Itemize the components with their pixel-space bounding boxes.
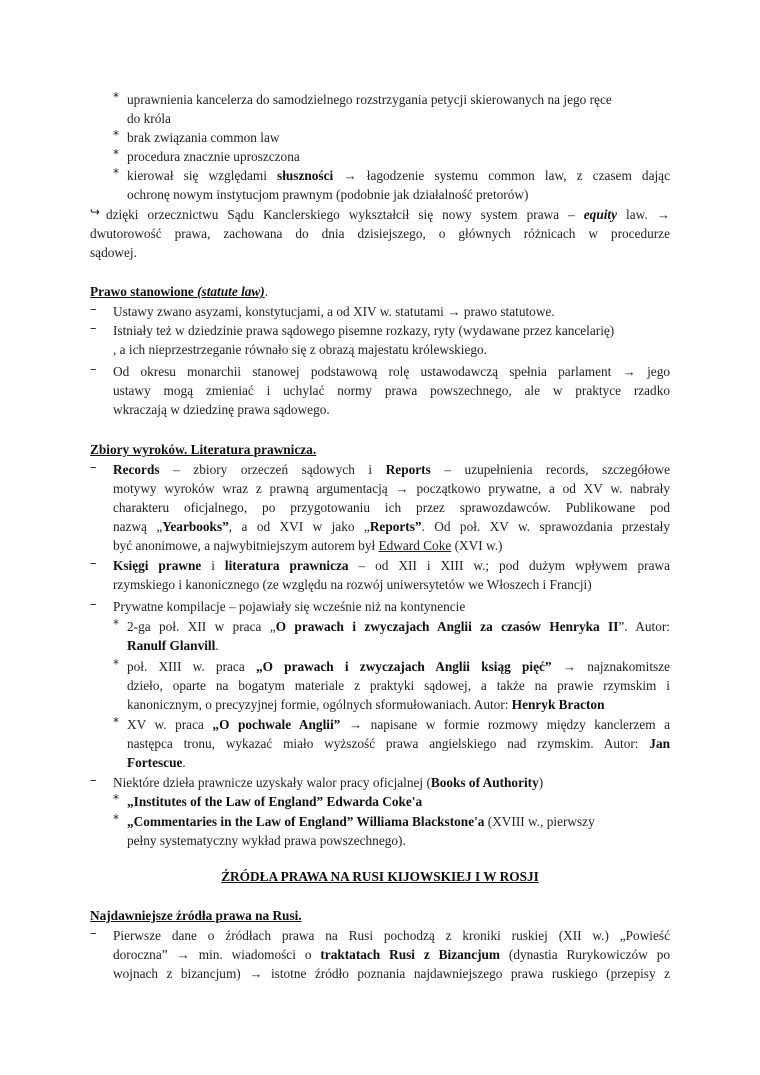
- text-line: wkraczają w dziedzinę prawa sądowego.: [113, 402, 330, 417]
- text-line: następca tronu, wykazać miało wyższość prawa angielskiego nad rzymskim. Autor: Jan: [127, 736, 670, 751]
- text-line: pełny systematyczny wykład prawa powszechnego).: [127, 833, 406, 848]
- text-line: Pierwsze dane o źródłach prawa na Rusi pochodzą z kroniki ruskiej (XII w.) „Powieść: [113, 928, 670, 943]
- text-line: charakteru oficjalnego, po przygotowaniu ich przez sprawozdawców. Publikowane pod: [113, 500, 670, 515]
- arrow-hook-icon: ↪: [90, 205, 101, 219]
- star-bullet-icon: *: [113, 90, 119, 104]
- text-line: ochronę nowym instytucjom prawnym (podobnie jak działalność pretorów): [127, 187, 529, 202]
- text-line: do króla: [127, 111, 171, 126]
- dash-bullet-icon: –: [90, 321, 97, 336]
- text-line: wojnach z bizancjum) → istotne źródło poznania najdawniejszego prawa ruskiego (przepisy z: [113, 966, 670, 981]
- text-line: Istniały też w dziedzinie prawa sądowego pisemne rozkazy, ryty (wydawane przez kancelarię): [113, 323, 615, 338]
- text-line: być anonimowe, a najwybitniejszym autorem był Edward Coke (XVI w.): [113, 538, 503, 553]
- text-line: „Institutes of the Law of England” Edwarda Coke'a: [127, 794, 423, 809]
- text-line: Niektóre dzieła prawnicze uzyskały walor pracy oficjalnej (Books of Authority): [113, 775, 544, 790]
- text-line: 2-ga poł. XII w praca „O prawach i zwyczajach Anglii za czasów Henryka II”. Autor:: [127, 619, 670, 634]
- text-line: poł. XIII w. praca „O prawach i zwyczajach Anglii ksiąg pięć” → najznakomitsze: [127, 659, 671, 674]
- text-line: brak związania common law: [127, 130, 280, 145]
- text-line: Ustawy zwano asyzami, konstytucjami, a od XIV w. statutami → prawo statutowe.: [113, 304, 555, 319]
- text-line: dzieło, oparte na bogatym materiale z praktyki sądowej, a także na prawie rzymskim i: [127, 678, 670, 693]
- text-line: procedura znacznie uproszczona: [127, 149, 300, 164]
- text-line: motywy wyroków wraz z prawną argumentacją → początkowo prywatne, a od XV w. nabrały: [113, 481, 670, 496]
- star-bullet-icon: *: [113, 792, 119, 806]
- star-bullet-icon: *: [113, 128, 119, 142]
- text-line: ustawy mogą zmieniać i uchylać normy prawa powszechnego, ale w praktyce rzadko: [113, 383, 670, 398]
- text-line: uprawnienia kancelerza do samodzielnego rozstrzygania petycji skierowanych na jego ręce: [127, 92, 612, 107]
- dash-bullet-icon: –: [90, 302, 97, 317]
- text-line: doroczna” → min. wiadomości o traktatach Rusi z Bizancjum (dynastia Rurykowiczów po: [113, 947, 670, 962]
- chapter-title: ŹRÓDŁA PRAWA NA RUSI KIJOWSKIEJ I W ROSJI: [221, 869, 539, 884]
- text-line: sądowej.: [90, 245, 137, 260]
- section-heading: Zbiory wyroków. Literatura prawnicza.: [90, 442, 317, 457]
- dash-bullet-icon: –: [90, 773, 97, 788]
- dash-bullet-icon: –: [90, 556, 97, 571]
- star-bullet-icon: *: [113, 812, 119, 826]
- text-line: Ranulf Glanvill.: [127, 638, 219, 653]
- dash-bullet-icon: –: [90, 460, 97, 475]
- text-line: Records – zbiory orzeczeń sądowych i Reports – uzupełnienia records, szczegółowe: [113, 462, 670, 477]
- text-line: Prywatne kompilacje – pojawiały się wcześnie niż na kontynencie: [113, 599, 466, 614]
- star-bullet-icon: *: [113, 617, 119, 631]
- star-bullet-icon: *: [113, 166, 119, 180]
- text-line: kanonicznym, o precyzyjnej formie, ogólnych sformułowaniach. Autor: Henryk Bracton: [127, 697, 605, 712]
- text-line: Księgi prawne i literatura prawnicza – od XII i XIII w.; pod dużym wpływem prawa: [113, 558, 670, 573]
- dash-bullet-icon: –: [90, 597, 97, 612]
- section-heading: Najdawniejsze źródła prawa na Rusi.: [90, 908, 302, 923]
- text-line: dwutorowość prawa, zachowana do dnia dzisiejszego, o głównych różnicach w procedurze: [90, 226, 670, 241]
- dash-bullet-icon: –: [90, 926, 97, 941]
- text-line: kierował się względami słuszności → łagodzenie systemu common law, z czasem dając: [127, 168, 670, 183]
- text-line: XV w. praca „O pochwale Anglii” → napisane w formie rozmowy między kanclerzem a: [127, 717, 670, 732]
- text-line: dzięki orzecznictwu Sądu Kanclerskiego wykształcił się nowy system prawa – equity law. →: [106, 207, 671, 222]
- star-bullet-icon: *: [113, 147, 119, 161]
- star-bullet-icon: *: [113, 715, 119, 729]
- text-line: Fortescue.: [127, 755, 186, 770]
- text-line: , a ich nieprzestrzeganie równało się z obrazą majestatu królewskiego.: [113, 342, 488, 357]
- text-line: „Commentaries in the Law of England” Williama Blackstone'a (XVIII w., pierwszy: [127, 814, 595, 829]
- star-bullet-icon: *: [113, 657, 119, 671]
- text-line: nazwą „Yearbooks”, a od XVI w jako „Reports”. Od poł. XV w. sprawozdania przestały: [113, 519, 670, 534]
- text-line: Od okresu monarchii stanowej podstawową rolę ustawodawczą spełnia parlament → jego: [113, 364, 670, 379]
- text-line: rzymskiego i kanonicznego (ze względu na rozwój uniwersytetów we Włoszech i Francji): [113, 577, 592, 592]
- section-heading: Prawo stanowione (statute law).: [90, 284, 269, 299]
- dash-bullet-icon: –: [90, 362, 97, 377]
